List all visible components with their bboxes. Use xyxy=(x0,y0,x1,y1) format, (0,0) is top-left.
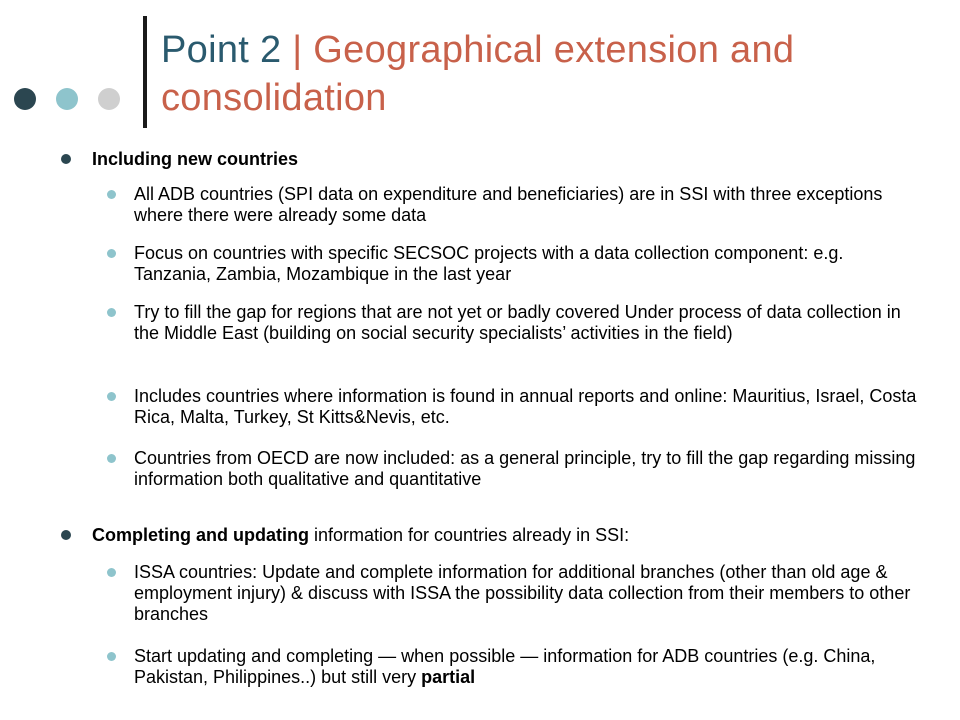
section-heading-completing xyxy=(92,524,922,546)
list-item: Try to fill the gap for regions that are not yet or badly covered Under process of data collection in the Middle East (building on social security specialists’ activities in the field) xyxy=(134,302,924,344)
section-heading-rest: information for countries already in SSI: xyxy=(308,525,630,545)
section-heading-text: Including new countries xyxy=(92,149,299,169)
section-heading-bold: Completing and updating xyxy=(92,525,309,545)
list-item: Focus on countries with specific SECSOC projects with a data collection component: e.g. Tanzania, Zambia, Mozambique in the last year xyxy=(134,243,924,285)
list-item-text: Start updating and completing — when possible — information for ADB countries (e.g. China, Pakistan, Philippines..) but still very xyxy=(134,646,876,687)
list-item: Includes countries where information is found in annual reports and online: Mauritius, Israel, Costa Rica, Malta, Turkey, St Kitts&Nevis, etc. xyxy=(134,386,924,428)
slide-title xyxy=(161,26,941,122)
title-rest: | Geographical extension and consolidation xyxy=(161,29,795,119)
list-item xyxy=(134,646,924,688)
list-item-bold-tail: partial xyxy=(421,667,476,687)
dot-grey-icon xyxy=(98,88,120,110)
title-divider-bar xyxy=(143,16,147,128)
dot-teal-icon xyxy=(56,88,78,110)
list-item: All ADB countries (SPI data on expenditure and beneficiaries) are in SSI with three exceptions where there were already some data xyxy=(134,184,924,226)
list-item: ISSA countries: Update and complete information for additional branches (other than old age & employment injury) & discuss with ISSA the possibility data collection from their members to other branches xyxy=(134,562,924,625)
title-lead: Point 2 xyxy=(161,29,282,71)
dot-dark-icon xyxy=(14,88,36,110)
list-item: Countries from OECD are now included: as a general principle, try to fill the gap regarding missing information both qualitative and quantitative xyxy=(134,448,924,490)
section-heading-new-countries xyxy=(92,148,922,170)
